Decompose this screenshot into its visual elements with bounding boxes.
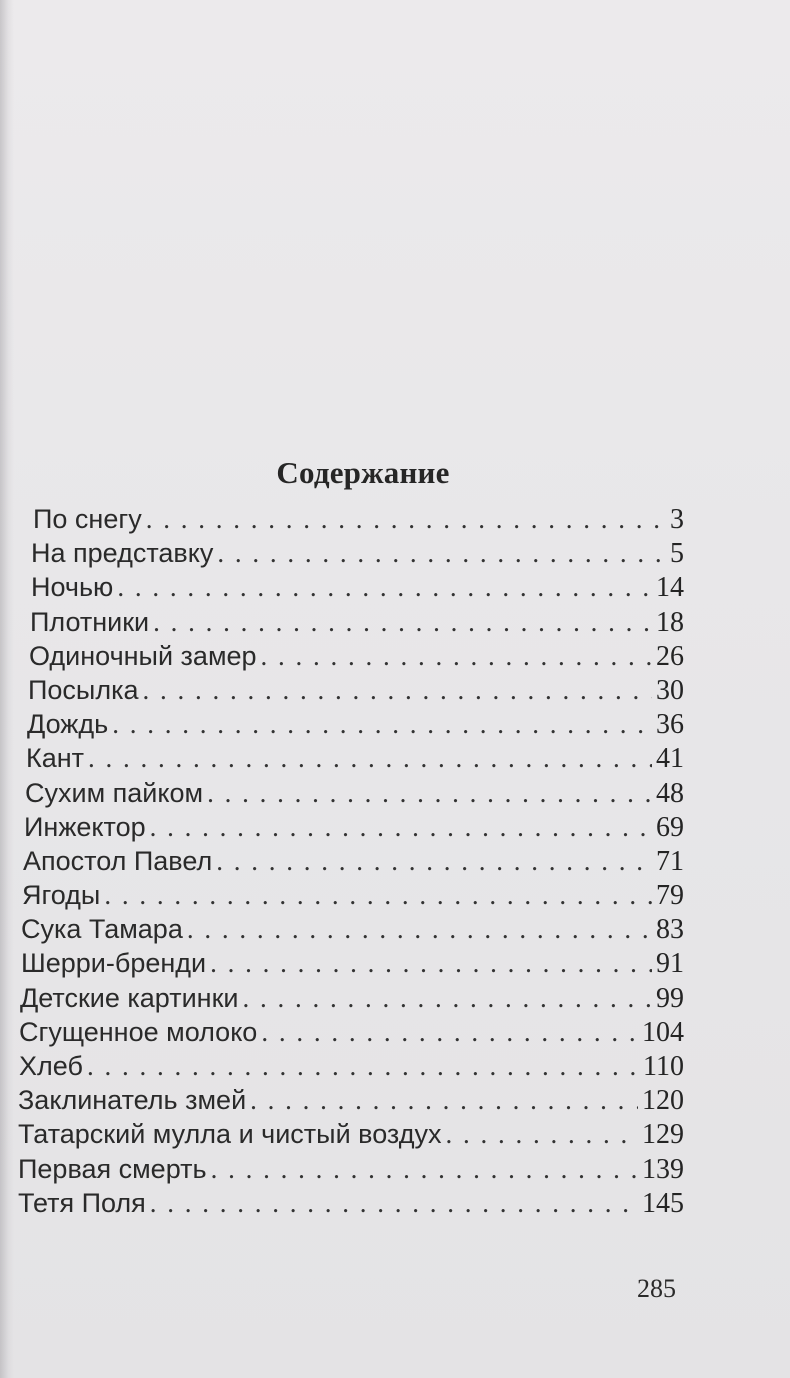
- dot-leader: [210, 946, 652, 980]
- dot-leader: [207, 776, 652, 810]
- toc-entry-title: Ночью: [31, 572, 114, 603]
- dot-leader: [250, 1083, 638, 1117]
- dot-leader: [261, 1015, 638, 1049]
- toc-entry-title: Хлеб: [19, 1051, 83, 1081]
- toc-entry-page: 69: [656, 811, 684, 843]
- toc-entry-title: Кант: [26, 743, 85, 774]
- toc-entry: [0, 878, 790, 912]
- dot-leader: [88, 741, 652, 775]
- toc-entry: [0, 639, 790, 673]
- toc-heading: Содержание: [276, 454, 450, 490]
- toc-entry-page: 79: [656, 880, 684, 912]
- toc-entry-page: 41: [656, 743, 684, 775]
- toc-entry: [0, 1083, 790, 1117]
- toc-entry-page: 83: [656, 914, 684, 946]
- toc-entry-page: 129: [642, 1119, 684, 1151]
- toc-entry: [0, 844, 790, 878]
- toc-entry-title: Апостол Павел: [23, 845, 213, 876]
- dot-leader: [150, 1186, 638, 1220]
- dot-leader: [445, 1117, 638, 1151]
- toc-entry-title: Заклинатель змей: [18, 1085, 247, 1116]
- toc-entry: [0, 946, 790, 980]
- toc-entry: [0, 776, 790, 810]
- toc-entry: [0, 810, 790, 844]
- toc-entry-page: 18: [656, 606, 684, 638]
- toc-entry-page: 36: [656, 709, 684, 741]
- toc-entry: [0, 605, 790, 639]
- toc-entry-title: Дождь: [27, 709, 109, 740]
- dot-leader: [150, 810, 652, 844]
- toc-entry-page: 145: [642, 1187, 684, 1219]
- dot-leader: [211, 1152, 638, 1186]
- toc-entry: [0, 912, 790, 946]
- toc-entry-title: Сгущенное молоко: [19, 1016, 258, 1047]
- toc-entry-title: Сука Тамара: [21, 914, 183, 945]
- toc-entry-page: 110: [643, 1051, 684, 1082]
- toc-entry-title: Плотники: [30, 606, 150, 637]
- toc-entry-page: 99: [656, 982, 684, 1014]
- dot-leader: [143, 673, 652, 707]
- toc-entry: [0, 981, 790, 1015]
- dot-leader: [104, 878, 652, 912]
- toc-entry-title: Шерри-бренди: [21, 948, 207, 979]
- toc-list: [0, 502, 790, 1220]
- toc-entry-page: 30: [656, 674, 684, 706]
- toc-entry-page: 91: [656, 948, 684, 980]
- toc-entry-title: По снегу: [33, 504, 142, 534]
- toc-entry-page: 48: [656, 777, 684, 809]
- toc-entry-page: 26: [656, 640, 684, 672]
- toc-entry: [0, 673, 790, 707]
- toc-entry: [0, 1152, 790, 1186]
- toc-entry-page: 120: [642, 1085, 684, 1117]
- dot-leader: [153, 605, 652, 639]
- toc-entry: [0, 1117, 790, 1151]
- dot-leader: [242, 981, 652, 1015]
- toc-entry: [0, 502, 790, 536]
- toc-entry-page: 104: [642, 1016, 684, 1048]
- toc-entry-title: Ягоды: [22, 880, 101, 911]
- dot-leader: [117, 570, 652, 604]
- dot-leader: [146, 502, 666, 536]
- toc-entry: [0, 1186, 790, 1220]
- toc-entry: [0, 536, 790, 570]
- toc-entry-page: 14: [656, 572, 684, 604]
- dot-leader: [87, 1049, 639, 1083]
- toc-entry: [0, 707, 790, 741]
- toc-entry-title: Тетя Поля: [18, 1187, 146, 1218]
- toc-entry-page: 5: [670, 538, 684, 570]
- toc-entry: [0, 741, 790, 775]
- toc-entry-title: Сухим пайком: [25, 777, 204, 808]
- dot-leader: [112, 707, 652, 741]
- toc-entry-title: Детские картинки: [20, 982, 239, 1013]
- dot-leader: [216, 844, 652, 878]
- toc-entry-page: 3: [670, 504, 684, 535]
- toc-entry-title: Инжектор: [24, 811, 146, 842]
- toc-entry-title: Посылка: [28, 674, 139, 705]
- dot-leader: [217, 536, 666, 570]
- toc-entry: [0, 570, 790, 604]
- page-number: 285: [637, 1274, 676, 1303]
- toc-entry-page: 139: [642, 1153, 684, 1185]
- dot-leader: [261, 639, 652, 673]
- toc-entry-page: 71: [656, 845, 684, 877]
- toc-entry: [0, 1049, 790, 1083]
- toc-entry-title: На представку: [31, 538, 214, 569]
- toc-entry-title: Первая смерть: [18, 1153, 207, 1184]
- dot-leader: [187, 912, 652, 946]
- toc-entry: [0, 1015, 790, 1049]
- toc-entry-title: Татарский мулла и чистый воздух: [18, 1119, 442, 1150]
- toc-entry-title: Одиночный замер: [29, 640, 257, 671]
